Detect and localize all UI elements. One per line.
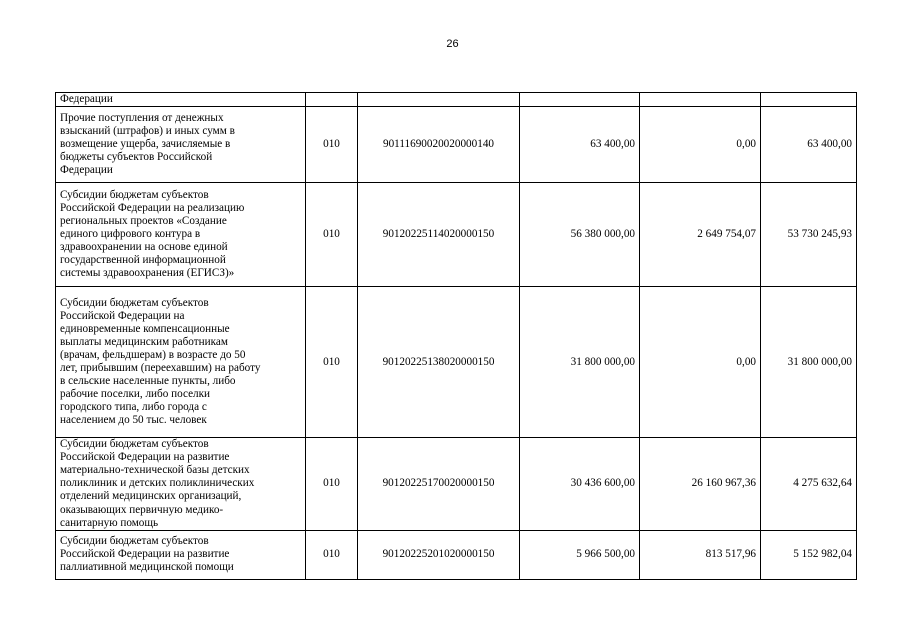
income-name-cell: Прочие поступления от денежных взысканий (штрафов) и иных сумм в возмещение ущерба, зачисляемые в бюджеты субъектов Российской Федерации bbox=[56, 107, 306, 183]
income-name-cell: Федерации bbox=[56, 93, 306, 107]
executed-amount-cell bbox=[640, 93, 761, 107]
page-number: 26 bbox=[446, 38, 459, 50]
unexecuted-amount-cell: 4 275 632,64 bbox=[761, 438, 857, 531]
budget-classification-code-cell: 90120225138020000150 bbox=[358, 287, 520, 438]
unexecuted-amount-cell: 53 730 245,93 bbox=[761, 183, 857, 287]
budget-classification-code-cell: 90120225114020000150 bbox=[358, 183, 520, 287]
approved-amount-cell: 56 380 000,00 bbox=[520, 183, 640, 287]
executed-amount-cell: 0,00 bbox=[640, 107, 761, 183]
budget-classification-code-cell: 90120225201020000150 bbox=[358, 530, 520, 579]
approved-amount-cell: 30 436 600,00 bbox=[520, 438, 640, 531]
income-name-cell: Субсидии бюджетам субъектов Российской Федерации на реализацию региональных проектов «Создание единого цифрового контура в здравоохранении на основе единой государственной информационной системы здравоохранения (ЕГИСЗ)» bbox=[56, 183, 306, 287]
income-name-cell: Субсидии бюджетам субъектов Российской Федерации на развитие материально-технической базы детских поликлиник и детских поликлинических отделений медицинских организаций, оказывающих первичную медико- санитарную помощь bbox=[56, 438, 306, 531]
table-row bbox=[56, 287, 857, 438]
income-name-cell: Субсидии бюджетам субъектов Российской Федерации на развитие паллиативной медицинской помощи bbox=[56, 530, 306, 579]
unexecuted-amount-cell: 63 400,00 bbox=[761, 107, 857, 183]
executed-amount-cell: 0,00 bbox=[640, 287, 761, 438]
budget-classification-code-cell bbox=[358, 93, 520, 107]
table-row bbox=[56, 530, 857, 579]
admin-code-cell: 010 bbox=[306, 287, 358, 438]
executed-amount-cell: 2 649 754,07 bbox=[640, 183, 761, 287]
admin-code-cell: 010 bbox=[306, 438, 358, 531]
income-name-cell: Субсидии бюджетам субъектов Российской Федерации на единовременные компенсационные выплаты медицинским работникам (врачам, фельдшерам) в возрасте до 50 лет, прибывшим (переехавшим) на работу в сельские населенные пункты, либо рабочие поселки, либо поселки городского типа, либо города с населением до 50 тыс. человек bbox=[56, 287, 306, 438]
table-row bbox=[56, 107, 857, 183]
approved-amount-cell: 63 400,00 bbox=[520, 107, 640, 183]
table-row bbox=[56, 183, 857, 287]
executed-amount-cell: 26 160 967,36 bbox=[640, 438, 761, 531]
budget-classification-code-cell: 90120225170020000150 bbox=[358, 438, 520, 531]
unexecuted-amount-cell: 31 800 000,00 bbox=[761, 287, 857, 438]
budget-revenue-table bbox=[55, 92, 857, 580]
table-row bbox=[56, 93, 857, 107]
unexecuted-amount-cell: 5 152 982,04 bbox=[761, 530, 857, 579]
executed-amount-cell: 813 517,96 bbox=[640, 530, 761, 579]
unexecuted-amount-cell bbox=[761, 93, 857, 107]
admin-code-cell: 010 bbox=[306, 183, 358, 287]
admin-code-cell bbox=[306, 93, 358, 107]
admin-code-cell: 010 bbox=[306, 107, 358, 183]
approved-amount-cell: 31 800 000,00 bbox=[520, 287, 640, 438]
approved-amount-cell bbox=[520, 93, 640, 107]
admin-code-cell: 010 bbox=[306, 530, 358, 579]
budget-classification-code-cell: 90111690020020000140 bbox=[358, 107, 520, 183]
approved-amount-cell: 5 966 500,00 bbox=[520, 530, 640, 579]
table-row bbox=[56, 438, 857, 531]
